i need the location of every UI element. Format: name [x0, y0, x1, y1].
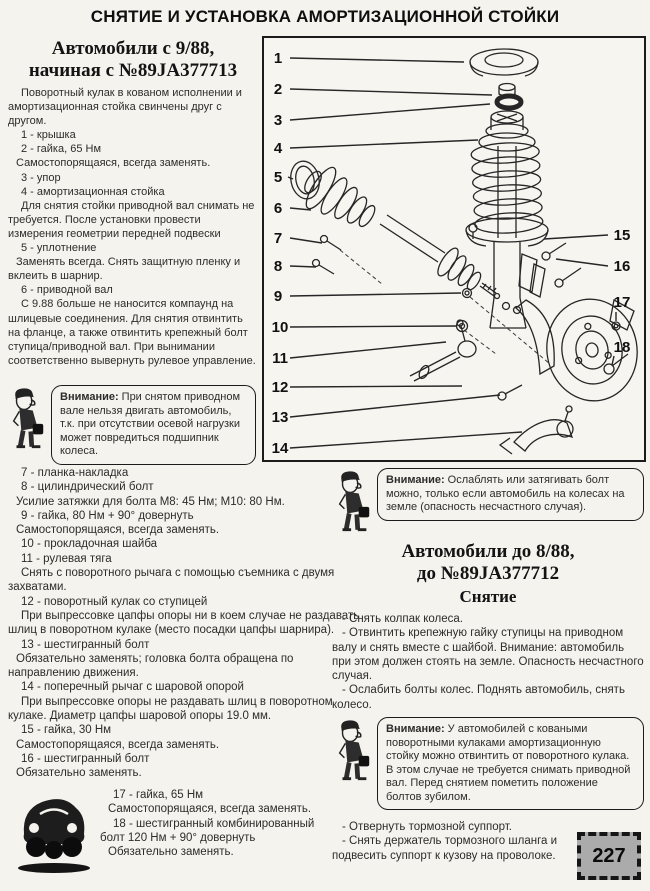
- callout-7: 7: [273, 230, 283, 247]
- callout-10: 10: [271, 319, 289, 336]
- section-heading: [332, 541, 644, 585]
- strut-body-drawing: [466, 146, 548, 328]
- part-item: 17 - гайка, 65 Нм: [113, 789, 204, 801]
- warning-label: Внимание:: [386, 474, 445, 486]
- callout-14: 14: [271, 440, 289, 457]
- parts-list-17-18: [12, 788, 342, 874]
- section-heading-line2: начиная с №89JA377713: [28, 60, 238, 81]
- paragraph: При выпрессовке опоры не раздавать шлиц в поворотном кулаке. Диаметр цапфы шаровой опоры 19.0 мм.: [8, 695, 333, 723]
- callout-15: 15: [613, 227, 631, 244]
- part-item: 16 - шестигранный болт: [21, 752, 150, 765]
- part-item: 5 - уплотнение: [21, 242, 97, 255]
- part-note: Самостопорящаяся, всегда заменять.: [16, 157, 211, 170]
- callout-17: 17: [613, 294, 631, 311]
- page-number-badge: [577, 832, 641, 880]
- section-heading: [8, 38, 258, 82]
- callout-3: 3: [273, 112, 283, 129]
- page-title: СНЯТИЕ И УСТАНОВКА АМОРТИЗАЦИОННОЙ СТОЙКИ: [90, 7, 560, 26]
- part-item: 11 - рулевая тяга: [21, 552, 112, 565]
- section-cars-until-8-88: [332, 541, 644, 607]
- section-cars-from-9-88: [8, 38, 258, 368]
- warning-2-box: [377, 468, 644, 521]
- mechanic-mascot-icon: [332, 468, 374, 538]
- part-item: 1 - крышка: [21, 129, 76, 142]
- strut-cap-drawing: [470, 49, 538, 76]
- part-item: 14 - поперечный рычаг с шаровой опорой: [21, 681, 244, 694]
- callout-5: 5: [273, 169, 283, 186]
- removal-steps-continued: [332, 820, 572, 863]
- section-heading-line1: Автомобили с 9/88,: [51, 38, 215, 59]
- mechanic-mascot-icon: [332, 717, 374, 787]
- warning-3: [332, 717, 644, 810]
- warning-2: [332, 468, 644, 538]
- part-note: Заменять всегда. Снять защитную пленку и вклеить в шарнир.: [8, 256, 241, 283]
- mechanic-mascot-icon: [6, 385, 48, 455]
- bearing-drawing: [497, 96, 521, 108]
- paragraph: Снять с поворотного рычага с помощью съемника с двумя захватами.: [8, 567, 335, 594]
- step: - Снять держатель тормозного шланга и подвесить суппорт к кузову на проволоке.: [332, 835, 558, 862]
- strut-diagram-svg: [264, 38, 643, 459]
- part-item: 8 - цилиндрический болт: [21, 481, 154, 494]
- leader-lines: [288, 58, 616, 448]
- callout-9: 9: [273, 288, 283, 305]
- part-item: 7 - планка-накладка: [21, 467, 129, 479]
- paragraph: С 9.88 больше не наносится компаунд на шлицевые соединения. Для снятия отвинтить на фланце, а также отвинтить крепежный болт ступица/приводной вал. При вынимании соответственно вывернуть рулевое управление.: [8, 298, 256, 367]
- section-heading-line2: до №89JA377712: [416, 563, 560, 584]
- part-item: 12 - поворотный кулак со ступицей: [21, 595, 208, 608]
- part-item: 2 - гайка, 65 Нм: [21, 143, 102, 156]
- callout-12: 12: [271, 379, 289, 396]
- callout-6: 6: [273, 200, 283, 217]
- warning-text: У автомобилей с коваными поворотными кулаками амортизационную стойку можно отвинтить от поворотного кулака. В этом случае не требуется снимать приводной вал. Перед снятием пометить положение болтов зубилом.: [386, 723, 631, 803]
- warning-text: При снятом приводном вале нельзя двигать автомобиль, т.к. при отсутствии осевой нагрузки может повредиться подшипник колеса.: [60, 391, 241, 457]
- paragraph: Поворотный кулак в кованом исполнении и амортизационная стойка свинчены друг с другом.: [8, 87, 242, 128]
- part-item: 3 - упор: [21, 171, 61, 184]
- removal-steps: [332, 612, 644, 712]
- part-note: Самостопорящаяся, всегда заменять.: [16, 738, 220, 751]
- callout-13: 13: [271, 409, 289, 426]
- step: - Снять колпак колеса.: [342, 613, 463, 625]
- callout-4: 4: [273, 140, 283, 157]
- step: - Отвернуть тормозной суппорт.: [342, 821, 512, 833]
- callout-8: 8: [273, 258, 283, 275]
- part-note: Усилие затяжки для болта М8: 45 Нм; М10: 80 Нм.: [16, 495, 285, 508]
- part-note: Самостопорящаяся, всегда заменять.: [16, 524, 220, 537]
- step: - Ослабить болты колес. Поднять автомобиль, снять колесо.: [332, 684, 625, 711]
- part-note: Обязательно заменять.: [108, 846, 234, 859]
- paragraph: Для снятия стойки приводной вал снимать не требуется. После установки провести измерения геометрии передней подвески: [8, 199, 255, 240]
- part-item: 4 - амортизационная стойка: [21, 185, 165, 198]
- parts-list-7-16: [8, 466, 360, 781]
- warning-3-box: [377, 717, 644, 810]
- callout-18: 18: [613, 339, 631, 356]
- part-item: 15 - гайка, 30 Нм: [21, 724, 112, 737]
- step: - Отвинтить крепежную гайку ступицы на приводном валу и снять вместе с шайбой. Внимание: автомобиль при этом должен стоять на земле. Опасность несчастного случая.: [332, 627, 644, 683]
- part-note: Самостопорящаяся, всегда заменять.: [108, 803, 312, 816]
- warning-1-box: [51, 385, 256, 465]
- section-heading-line1: Автомобили до 8/88,: [401, 541, 575, 562]
- exploded-view-diagram: [262, 36, 646, 462]
- warning-label: Внимание:: [60, 391, 119, 403]
- paragraph: При выпрессовке цапфы опоры ни в коем случае не раздавать шлиц в поворотном кулаке (место посадки цапфы шарнира).: [8, 609, 360, 637]
- part-note: Обязательно заменять.: [16, 767, 142, 780]
- part-item: 18 - шестигранный комбинированный болт 120 Нм + 90° довернуть: [100, 817, 315, 844]
- callout-16: 16: [613, 258, 631, 275]
- part-item: 9 - гайка, 80 Нм + 90° довернуть: [21, 509, 194, 522]
- warning-1: [6, 385, 256, 465]
- part-item: 13 - шестигранный болт: [21, 638, 150, 651]
- callout-11: 11: [272, 350, 288, 367]
- page-number: 227: [592, 844, 626, 867]
- callout-1: 1: [273, 50, 283, 67]
- control-arm-drawing: [500, 406, 573, 454]
- subsection-heading: Снятие: [459, 587, 517, 606]
- warning-label: Внимание:: [386, 723, 445, 735]
- warning-text: Ослаблять или затягивать болт можно, только если автомобиль на колесах на земле (опасность несчастного случая).: [386, 474, 625, 513]
- car-icon: [12, 790, 96, 874]
- callout-2: 2: [273, 81, 283, 98]
- parts-17-18-text: [100, 788, 342, 859]
- part-item: 10 - прокладочная шайба: [21, 538, 158, 551]
- callout-numbers: [272, 50, 631, 457]
- part-item: 6 - приводной вал: [21, 284, 113, 297]
- part-note: Обязательно заменять; головка болта обращена по направлению движения.: [8, 652, 294, 680]
